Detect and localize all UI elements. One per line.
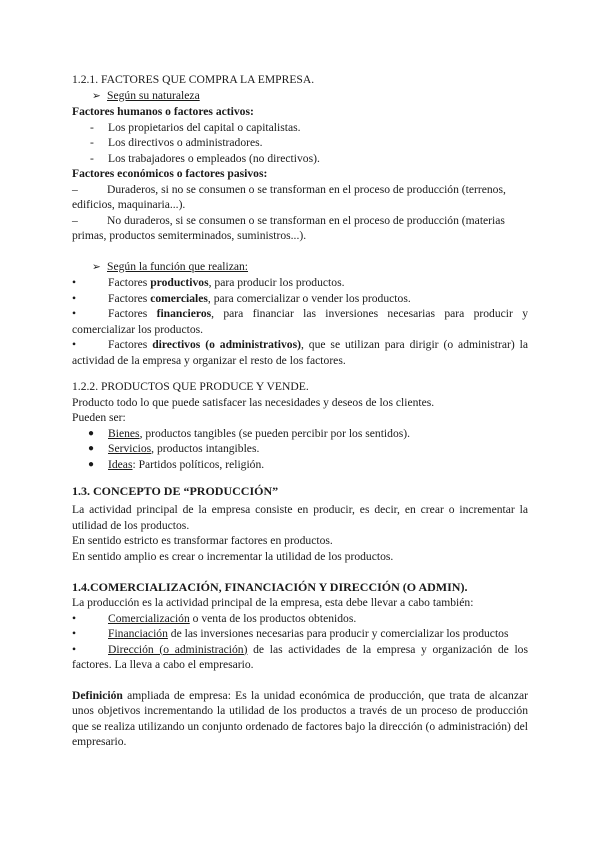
subheading-by-nature	[72, 88, 528, 105]
list-item: ● Ideas: Partidos políticos, religión.	[88, 457, 265, 471]
list-item: • Dirección (o administración) de las actividades de la empresa y organización de los factores. La lleva a cabo el empresario.	[72, 642, 528, 671]
list-item: – Duraderos, si no se consumen o se transforman en el proceso de producción (terrenos, edificios, maquinaria...).	[72, 182, 506, 211]
heading-1-4: 1.4.COMERCIALIZACIÓN, FINANCIACIÓN Y DIRECCIÓN (O ADMIN).	[72, 580, 468, 594]
list-item: • Factores directivos (o administrativos), que se utilizan para dirigir (o administrar) la actividad de la empresa y organizar el resto de los factores.	[72, 338, 528, 367]
subheading-label: Según su naturaleza	[107, 88, 200, 102]
paragraph: En sentido amplio es crear o incrementar la utilidad de los productos.	[72, 549, 394, 563]
paragraph: La actividad principal de la empresa consiste en producir, es decir, en crear o incrementar la utilidad de los productos.	[72, 503, 528, 532]
list-item: • Factores financieros, para financiar las inversiones necesarias para producir y comercializar los productos.	[72, 307, 528, 336]
heading-1-2-1: 1.2.1. FACTORES QUE COMPRA LA EMPRESA.	[72, 73, 315, 86]
product-definition: Producto todo lo que puede satisfacer las necesidades y deseos de los clientes.	[72, 395, 435, 409]
arrow-bullet-icon: ➢	[92, 261, 101, 273]
list-item: - Los trabajadores o empleados (no directivos).	[90, 151, 320, 165]
heading-1-3: 1.3. CONCEPTO DE “PRODUCCIÓN”	[72, 484, 279, 498]
human-factors-heading: Factores humanos o factores activos:	[72, 105, 254, 118]
extended-definition: Definición ampliada de empresa: Es la unidad económica de producción, que trata de alcanzar unos objetivos incrementando la utilidad de los productos a través de un proceso de producción que se realiza utilizando un conjunto ordenado de factores bajo la dirección (o administración) del empresario.	[72, 688, 528, 748]
list-item: – No duraderos, si se consumen o se transforman en el proceso de producción (materias primas, productos semiterminados, suministros...).	[72, 213, 505, 242]
document-body	[72, 72, 528, 750]
economic-factors-heading: Factores económicos o factores pasivos:	[72, 167, 268, 180]
list-item: • Financiación de las inversiones necesarias para producir y comercializar los productos	[72, 627, 509, 640]
arrow-bullet-icon: ➢	[92, 90, 101, 102]
list-item: • Comercialización o venta de los productos obtenidos.	[72, 611, 357, 625]
list-item: ● Servicios, productos intangibles.	[88, 442, 260, 455]
subheading-label: Según la función que realizan:	[107, 259, 249, 273]
list-item: ● Bienes, productos tangibles (se pueden percibir por los sentidos).	[88, 426, 411, 440]
list-item: • Factores productivos, para producir los productos.	[72, 276, 345, 289]
heading-1-2-2: 1.2.2. PRODUCTOS QUE PRODUCE Y VENDE.	[72, 380, 309, 393]
paragraph: En sentido estricto es transformar factores en productos.	[72, 534, 333, 547]
can-be-label: Pueden ser:	[72, 411, 126, 424]
subheading-by-function	[72, 259, 528, 276]
list-item: • Factores comerciales, para comercializar o vender los productos.	[72, 291, 411, 305]
list-item: - Los propietarios del capital o capitalistas.	[90, 120, 301, 134]
paragraph: La producción es la actividad principal de la empresa, esta debe llevar a cabo también:	[72, 596, 474, 609]
list-item: - Los directivos o administradores.	[90, 136, 263, 149]
